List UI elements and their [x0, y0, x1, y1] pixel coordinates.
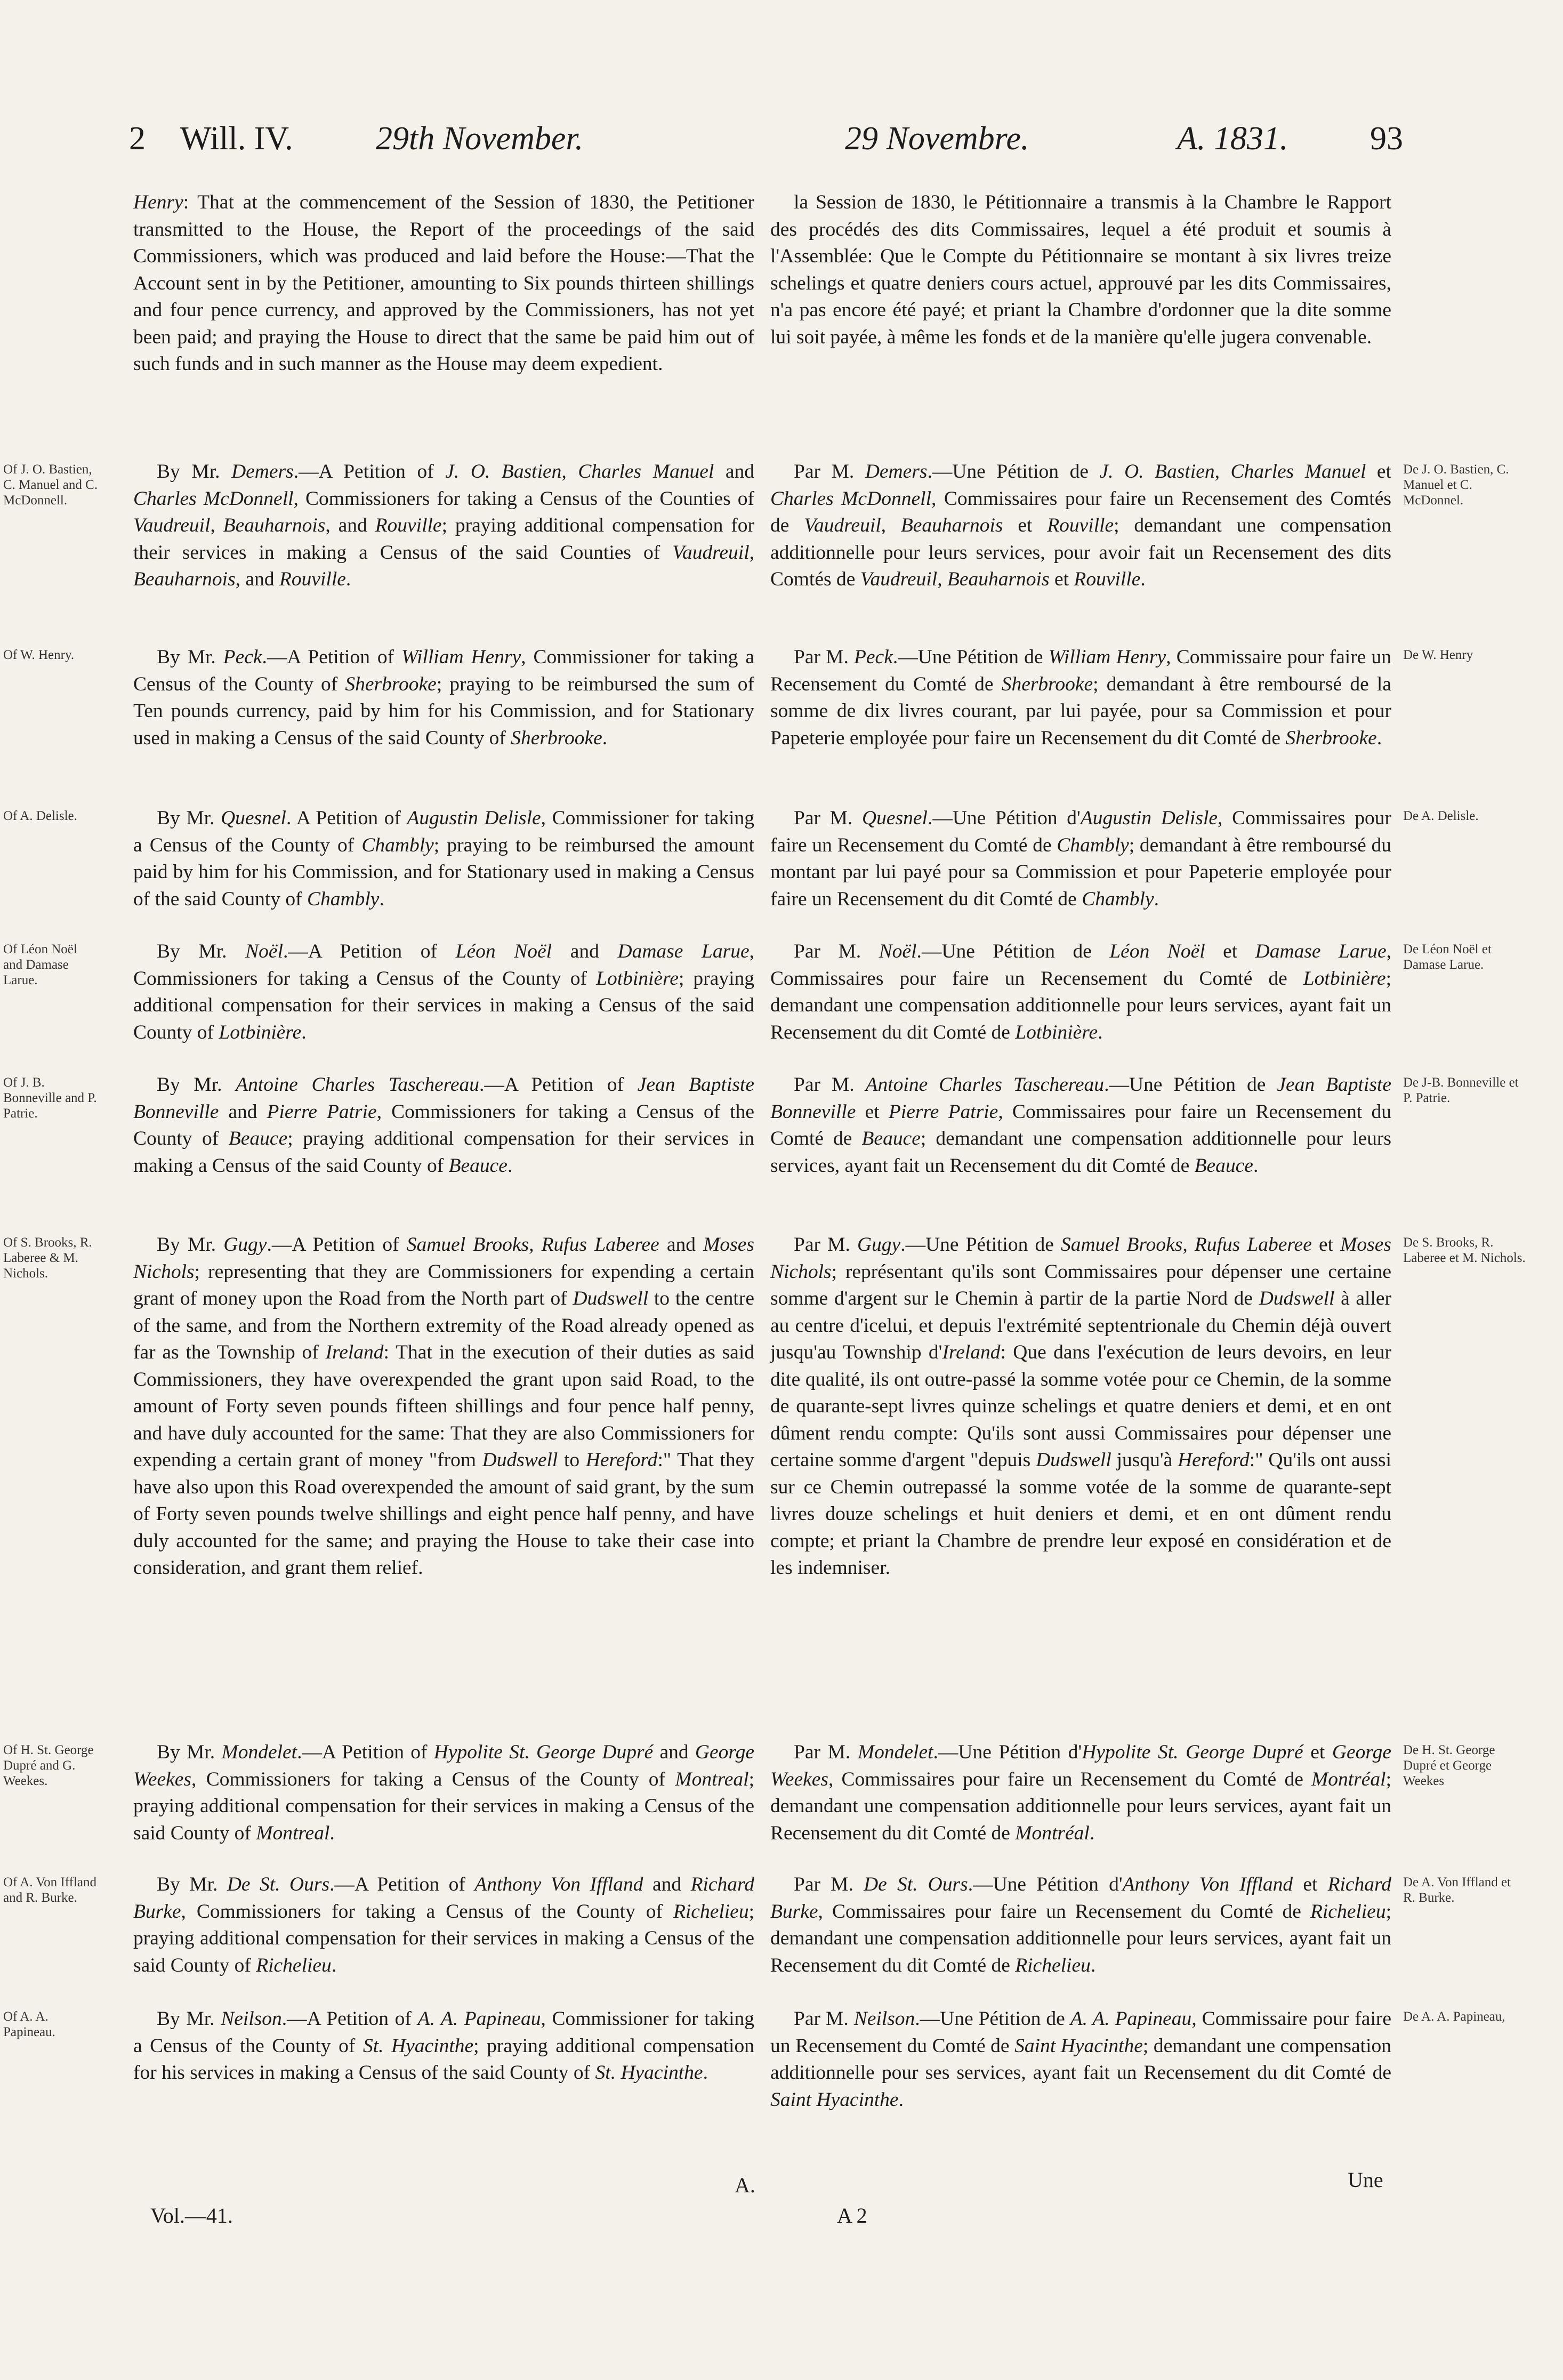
margin-note-fr-2: De W. Henry [1403, 648, 1473, 662]
entry-en-4: By Mr. Noël.—A Petition of Léon Noël and Damase Larue, Commissioners for taking a Census of the County of Lotbinière; praying additional compensation for their services in making a Census of the said County of Lotbinière. [133, 940, 754, 1043]
entry-fr-7: Par M. Mondelet.—Une Pétition d'Hypolite St. George Dupré et George Weekes, Commissaires pour faire un Recensement du Comté de Montréal; demandant une compensation additionnelle pour leurs services, ayant fait un Recensement du dit Comté de Montréal. [770, 1741, 1391, 1844]
margin-note-en-4: Of Léon Noël and Damase Larue. [3, 942, 77, 987]
margin-note-fr-1: De J. O. Bastien, C. Manuel et C. McDonnel. [1403, 462, 1509, 508]
margin-note-fr-5: De J-B. Bonneville et P. Patrie. [1403, 1075, 1519, 1105]
margin-note-fr-4: De Léon Noël et Damase Larue. [1403, 942, 1492, 972]
entry-en-1: By Mr. Demers.—A Petition of J. O. Bastien, Charles Manuel and Charles McDonnell, Commissioners for taking a Census of the Counties of Vaudreuil, Beauharnois, and Rouville; praying additional compensation for their services in making a Census of the said Counties of Vaudreuil, Beauharnois, and Rouville. [133, 461, 754, 590]
margin-note-fr-7: De H. St. George Dupré et George Weekes [1403, 1743, 1495, 1788]
header-date-en: 29th November. [376, 120, 584, 157]
entry-fr-2: Par M. Peck.—Une Pétition de William Henry, Commissaire pour faire un Recensement du Comté de Sherbrooke; demandant à être remboursé de la somme de dix livres courant, par lui payée, pour sa Commission et pour Papeterie employée pour faire un Recensement du dit Comté de Sherbrooke. [770, 646, 1391, 749]
entry-fr-4: Par M. Noël.—Une Pétition de Léon Noël et Damase Larue, Commissaires pour faire un Recensement du Comté de Lotbinière; demandant une compensation additionnelle pour leurs services, ayant fait un Recensement du dit Comté de Lotbinière. [770, 940, 1391, 1043]
margin-note-en-6: Of S. Brooks, R. Laberee & M. Nichols. [3, 1235, 92, 1281]
margin-note-en-2: Of W. Henry. [3, 648, 75, 662]
catchword-fr: Une [1348, 2168, 1383, 2192]
entry-fr-8: Par M. De St. Ours.—Une Pétition d'Anthony Von Iffland et Richard Burke, Commissaires pour faire un Recensement du Comté de Richelieu; demandant une compensation additionnelle pour leurs services, ayant fait un Recensement du dit Comté de Richelieu. [770, 1874, 1391, 1976]
margin-note-en-8: Of A. Von Iffland and R. Burke. [3, 1875, 96, 1905]
entry-fr-6: Par M. Gugy.—Une Pétition de Samuel Brooks, Rufus Laberee et Moses Nichols; représentant qu'ils sont Commissaires pour dépenser une certaine somme d'argent sur le Chemin à partir de la partie Nord de Dudswell à aller au centre d'icelui, et depuis l'extrémité septentrionale du Chemin déjà ouvert jusqu'au Township d'Ireland: Que dans l'exécution de leurs devoirs, en leur dite qualité, ils ont outre-passé la somme votée pour ce Chemin, de la somme de quarante-sept livres quinze schelings et quatre deniers et demi, et en ont dûment rendu compte: Qu'ils sont aussi Commissaires pour dépenser une certaine somme d'argent "depuis Dudswell jusqu'à Hereford:" Qu'ils ont aussi sur ce Chemin outrepassé la somme votée de la somme de quarante-sept livres douze schelings et huit deniers et demi, et en ont dûment rendu compte; et priant la Chambre de prendre leur exposé en considération et de les indemniser. [770, 1234, 1391, 1579]
entry-fr-9: Par M. Neilson.—Une Pétition de A. A. Papineau, Commissaire pour faire un Recensement du Comté de Saint Hyacinthe; demandant une compensation additionnelle pour ses services, ayant fait un Recensement du dit Comté de Saint Hyacinthe. [770, 2008, 1391, 2111]
header-reign: Will. IV. [180, 120, 293, 157]
catchword-en: A. [735, 2173, 755, 2197]
margin-note-en-1: Of J. O. Bastien, C. Manuel and C. McDonnell. [3, 462, 98, 508]
entry-en-3: By Mr. Quesnel. A Petition of Augustin Delisle, Commissioner for taking a Census of the County of Chambly; praying to be reimbursed the amount paid by him for his Commission, and for Stationary used in making a Census of the said County of Chambly. [133, 807, 754, 910]
header-year: A. 1831. [1177, 120, 1288, 157]
entry-en-2: By Mr. Peck.—A Petition of William Henry, Commissioner for taking a Census of the County of Sherbrooke; praying to be reimbursed the sum of Ten pounds currency, paid by him for his Commission, and for Stationary used in making a Census of the said County of Sherbrooke. [133, 646, 755, 749]
entry-fr-0: la Session de 1830, le Pétitionnaire a transmis à la Chambre le Rapport des procédés des dits Commissaires, lequel a été produit et soumis à l'Assemblée: Que le Compte du Pétitionnaire se montant à six livres treize schelings et quatre deniers cours actuel, approuvé par les dits Commissaires, n'a pas encore été payé; et priant la Chambre d'ordonner que la dite somme lui soit payée, à même les fonds et de la manière qu'elle jugera convenable. [770, 191, 1391, 348]
entry-en-7: By Mr. Mondelet.—A Petition of Hypolite St. George Dupré and George Weekes, Commissioners for taking a Census of the County of Montreal; praying additional compensation for their services in making a Census of the said County of Montreal. [133, 1741, 754, 1844]
entry-en-9: By Mr. Neilson.—A Petition of A. A. Papineau, Commissioner for taking a Census of the County of St. Hyacinthe; praying additional compensation for his services in making a Census of the said County of St. Hyacinthe. [133, 2008, 754, 2084]
entry-en-5: By Mr. Antoine Charles Taschereau.—A Petition of Jean Baptiste Bonneville and Pierre Patrie, Commissioners for taking a Census of the County of Beauce; praying additional compensation for their services in making a Census of the said County of Beauce. [133, 1074, 755, 1177]
entry-en-0: Henry: That at the commencement of the Session of 1830, the Petitioner transmitted to the House, the Report of the proceedings of the said Commissioners, which was produced and laid before the House:—That the Account sent in by the Petitioner, amounting to Six pounds thirteen shillings and four pence currency, and approved by the Commissioners, has not yet been paid; and praying the House to direct that the same be paid him out of such funds and in such manner as the House may deem expedient. [133, 191, 754, 375]
page-number-right: 93 [1370, 120, 1403, 157]
entry-en-6: By Mr. Gugy.—A Petition of Samuel Brooks, Rufus Laberee and Moses Nichols; representing that they are Commissioners for expending a certain grant of money upon the Road from the North part of Dudswell to the centre of the same, and from the Northern extremity of the Road already opened as far as the Township of Ireland: That in the execution of their duties as said Commissioners, they have overexpended the grant upon said Road, to the amount of Forty seven pounds fifteen shillings and four pence half penny, and have duly accounted for the same: That they are also Commissioners for expending a certain grant of money "from Dudswell to Hereford:" That they have also upon this Road overexpended the amount of said grant, by the sum of Forty seven pounds twelve shillings and eight pence half penny, and have duly accounted for the same; and praying the House to take their case into consideration, and grant them relief. [133, 1234, 754, 1579]
volume-label: Vol.—41. [150, 2204, 233, 2228]
entry-en-8: By Mr. De St. Ours.—A Petition of Anthony Von Iffland and Richard Burke, Commissioners for taking a Census of the County of Richelieu; praying additional compensation for their services in making a Census of the said County of Richelieu. [133, 1874, 754, 1976]
entry-fr-3: Par M. Quesnel.—Une Pétition d'Augustin Delisle, Commissaires pour faire un Recensement du Comté de Chambly; demandant à être remboursé du montant par lui payé pour sa Commission et pour Papeterie employée pour faire un Recensement du dit Comté de Chambly. [770, 807, 1391, 910]
entry-fr-5: Par M. Antoine Charles Taschereau.—Une Pétition de Jean Baptiste Bonneville et Pierre Patrie, Commissaires pour faire un Recensement du Comté de Beauce; demandant une compensation additionnelle pour leurs services, ayant fait un Recensement du dit Comté de Beauce. [770, 1074, 1391, 1177]
margin-note-fr-3: De A. Delisle. [1403, 809, 1479, 823]
margin-note-fr-8: De A. Von Iffland et R. Burke. [1403, 1875, 1511, 1905]
margin-note-en-5: Of J. B. Bonneville and P. Patrie. [3, 1075, 97, 1121]
signature-mark: A 2 [837, 2204, 867, 2228]
header-date-fr: 29 Novembre. [845, 120, 1029, 157]
margin-note-fr-6: De S. Brooks, R. Laberee et M. Nichols. [1403, 1235, 1526, 1265]
margin-note-en-9: Of A. A. Papineau. [3, 2009, 55, 2039]
page-number-left: 2 [129, 120, 146, 157]
margin-note-fr-9: De A. A. Papineau, [1403, 2009, 1505, 2024]
margin-note-en-3: Of A. Delisle. [3, 809, 77, 823]
entry-fr-1: Par M. Demers.—Une Pétition de J. O. Bastien, Charles Manuel et Charles McDonnell, Commissaires pour faire un Recensement des Comtés de Vaudreuil, Beauharnois et Rouville; demandant une compensation additionnelle pour leurs services, pour avoir fait un Recensement des dits Comtés de Vaudreuil, Beauharnois et Rouville. [770, 461, 1391, 590]
margin-note-en-7: Of H. St. George Dupré and G. Weekes. [3, 1743, 94, 1788]
